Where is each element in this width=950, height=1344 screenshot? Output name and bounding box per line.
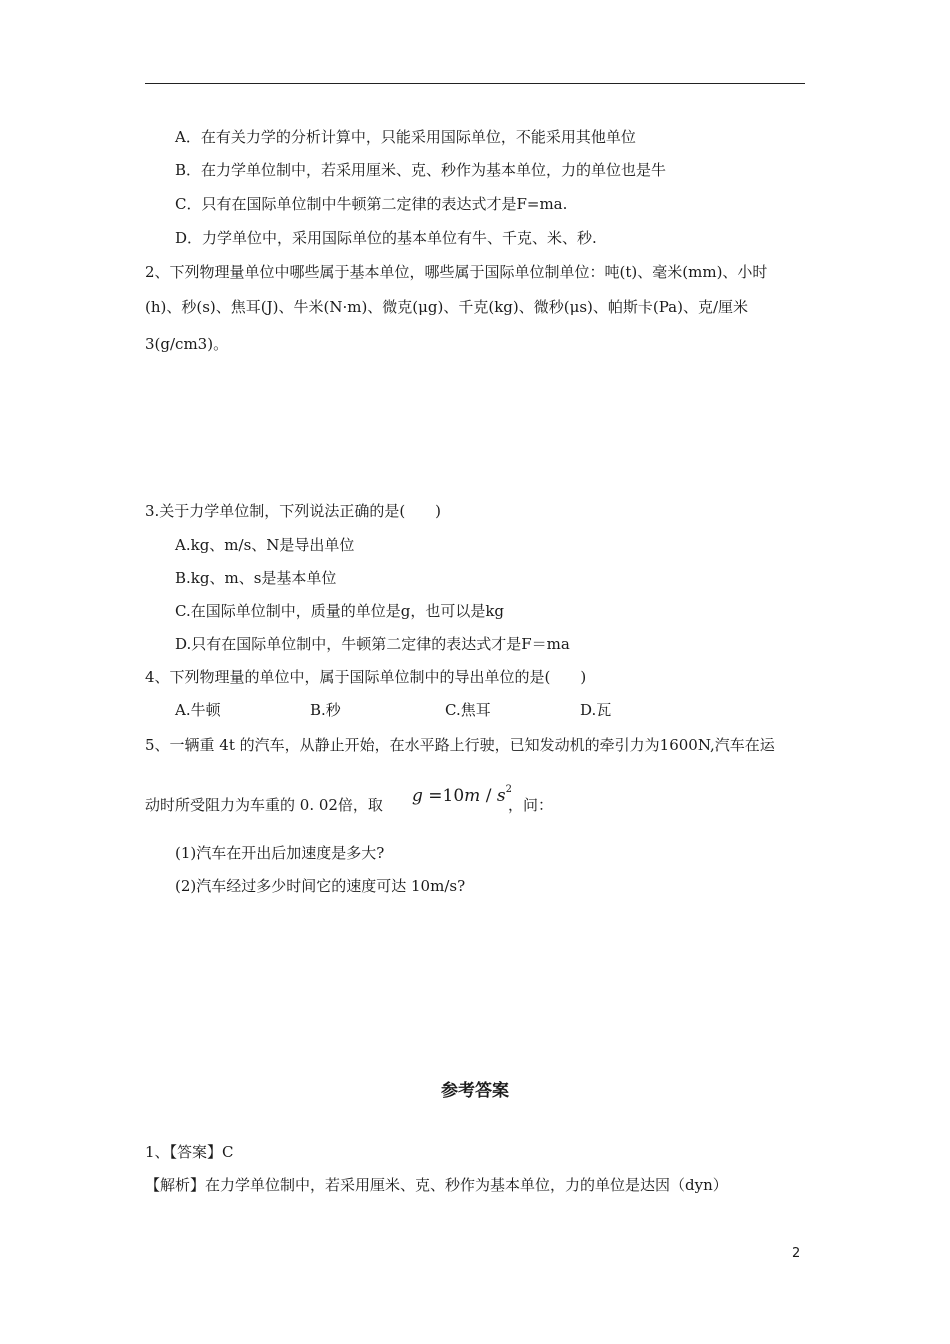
formula-m: m [464, 786, 481, 806]
answer-1-analysis: 【解析】在力学单位制中，若采用厘米、克、秒作为基本单位，力的单位是达因（dyn） [145, 1176, 728, 1194]
q4-stem: 4、下列物理量的单位中，属于国际单位制中的导出单位的是( ) [145, 668, 587, 686]
q3-stem: 3.关于力学单位制，下列说法正确的是( ) [145, 502, 442, 520]
q1-option-a: A．在有关力学的分析计算中，只能采用国际单位，不能采用其他单位 [175, 128, 636, 146]
q3-option-d: D.只有在国际单位制中，牛顿第二定律的表达式才是F＝ma [175, 635, 570, 653]
answers-title: 参考答案 [441, 1081, 509, 1101]
q5-line-2-pre: 动时所受阻力为车重的 0. 02倍，取 [145, 796, 383, 814]
q4-option-c: C.焦耳 [445, 701, 491, 719]
q2-line-2: (h)、秒(s)、焦耳(J)、牛米(N·m)、微克(μg)、千克(kg)、微秒(μs)、帕斯卡(Pa)、克/厘米 [145, 298, 749, 316]
formula-equals-value: =10 [422, 786, 465, 806]
page-number: 2 [792, 1246, 801, 1261]
gravity-formula [412, 784, 512, 806]
q2-line-1: 2、下列物理量单位中哪些属于基本单位，哪些属于国际单位制单位：吨(t)、毫米(mm)、小时 [145, 263, 768, 281]
q3-option-a: A.kg、m/s、N是导出单位 [175, 536, 355, 554]
q5-line-2-post: ，问： [508, 796, 554, 814]
q5-line-1: 5、一辆重 4t 的汽车，从静止开始，在水平路上行驶，已知发动机的牵引力为1600N,汽车在运 [145, 736, 775, 754]
q1-option-d: D．力学单位中，采用国际单位的基本单位有牛、千克、米、秒. [175, 229, 597, 247]
formula-slash: / [480, 786, 497, 806]
q4-option-b: B.秒 [310, 701, 341, 719]
q3-option-c: C.在国际单位制中，质量的单位是g，也可以是kg [175, 602, 505, 620]
q4-option-a: A.牛顿 [175, 701, 221, 719]
formula-g: g [412, 786, 423, 806]
q5-sub-1: (1)汽车在开出后加速度是多大? [175, 844, 385, 862]
q4-option-d: D.瓦 [580, 701, 612, 719]
q1-option-c: C．只有在国际单位制中牛顿第二定律的表达式才是F=ma. [175, 195, 568, 213]
header-rule [145, 83, 805, 84]
q2-line-3: 3(g/cm3)。 [145, 335, 229, 353]
formula-s: s [496, 786, 506, 806]
answer-1: 1、【答案】C [145, 1143, 234, 1161]
formula-exponent: 2 [505, 784, 512, 795]
q5-sub-2: (2)汽车经过多少时间它的速度可达 10m/s? [175, 877, 466, 895]
q1-option-b: B．在力学单位制中，若采用厘米、克、秒作为基本单位，力的单位也是牛 [175, 161, 667, 179]
q3-option-b: B.kg、m、s是基本单位 [175, 569, 337, 587]
